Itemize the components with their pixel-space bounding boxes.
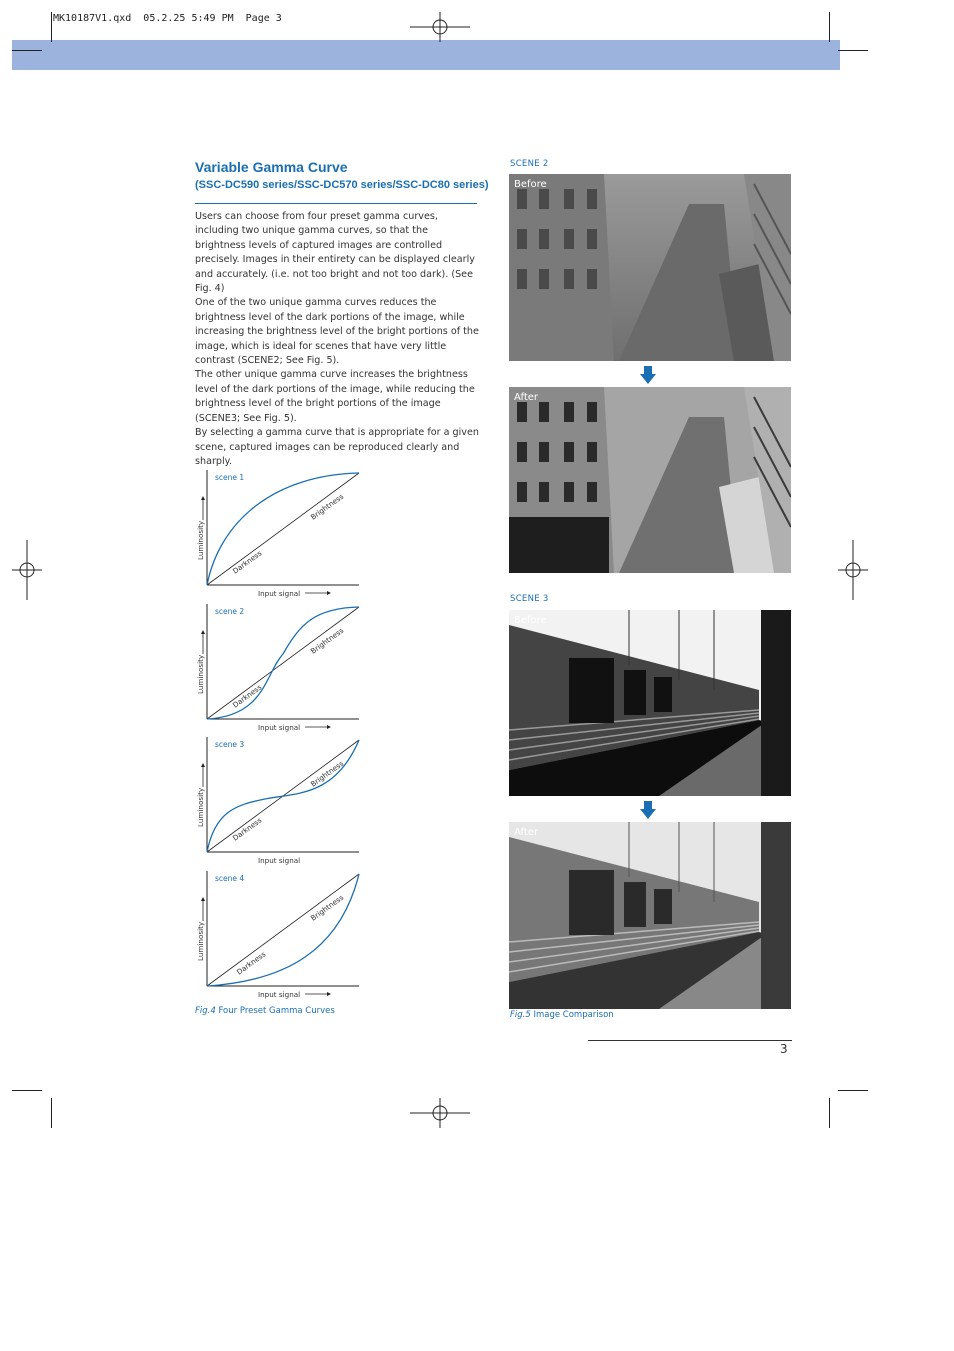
gamma-graph-scene-2 — [195, 604, 365, 734]
scene-3-after-photo — [509, 822, 791, 1009]
svg-text:Input signal: Input signal — [258, 723, 301, 732]
gamma-graph-scene-3 — [195, 737, 365, 867]
darkness-label: Darkness — [230, 548, 264, 576]
svg-text:Luminosity: Luminosity — [196, 787, 205, 827]
paragraph: One of the two unique gamma curves reduces the brightness level of the dark portions of the image, while increasing the brightness level of the bright portions of the image, which is ideal for scenes that have very little contrast (SCENE2; See Fig. 5). — [195, 297, 479, 367]
down-arrow-icon — [640, 801, 656, 819]
svg-text:Input signal: Input signal — [258, 990, 301, 999]
svg-text:Luminosity: Luminosity — [196, 654, 205, 694]
svg-text:Input signal: Input signal — [258, 856, 301, 865]
svg-text:Luminosity: Luminosity — [196, 921, 205, 961]
gamma-graph-scene-4 — [195, 871, 365, 1001]
article-subtitle: (SSC-DC590 series/SSC-DC570 series/SSC-DC80 series) — [195, 179, 489, 191]
brightness-label: Brightness — [308, 491, 346, 522]
x-axis-label: Input signal — [258, 589, 301, 598]
scene-2-after-photo — [509, 387, 791, 573]
scene-3-before-photo — [509, 610, 791, 796]
before-label: Before — [514, 615, 547, 626]
svg-text:scene 4: scene 4 — [215, 874, 245, 883]
svg-text:Darkness: Darkness — [230, 682, 264, 710]
svg-text:Brightness: Brightness — [308, 625, 346, 656]
paragraph: The other unique gamma curve increases the brightness level of the dark portions of the image, while reducing the brightness level of the bright portions of the image (SCENE3; See Fig. 5). — [195, 369, 475, 424]
scene-label: scene 1 — [215, 473, 245, 482]
svg-text:Brightness: Brightness — [308, 892, 346, 923]
paragraph: Users can choose from four preset gamma curves, including two unique gamma curves, so that the brightness levels of captured images are controlled precisely. Images in their entirety can be displayed clearly and accurately. (i.e. not too bright and not too dark). (See Fig. 4) — [195, 211, 475, 295]
y-axis-label: Luminosity — [196, 520, 205, 560]
svg-text:Brightness: Brightness — [308, 758, 346, 789]
fig4-caption: Fig.4 Four Preset Gamma Curves — [195, 1006, 335, 1016]
title-rule — [195, 203, 477, 204]
after-label: After — [514, 827, 539, 838]
body-text — [195, 210, 479, 469]
fig5-caption: Fig.5 Image Comparison — [510, 1010, 614, 1020]
svg-text:Darkness: Darkness — [230, 815, 264, 843]
before-label: Before — [514, 179, 547, 190]
svg-text:scene 2: scene 2 — [215, 607, 245, 616]
page-number: 3 — [780, 1042, 788, 1056]
svg-text:Darkness: Darkness — [234, 949, 268, 977]
article-title: Variable Gamma Curve — [195, 159, 348, 175]
file-slug: MK10187V1.qxd 05.2.25 5:49 PM Page 3 — [53, 13, 282, 24]
paragraph: By selecting a gamma curve that is appropriate for a given scene, captured images can be reproduced clearly and sharply. — [195, 427, 479, 467]
scene-3-label: SCENE 3 — [510, 594, 549, 604]
scene-2-label: SCENE 2 — [510, 159, 549, 169]
gamma-graph-scene-1 — [195, 470, 365, 600]
footer-rule — [588, 1040, 792, 1041]
down-arrow-icon — [640, 366, 656, 384]
scene-2-before-photo — [509, 174, 791, 361]
after-label: After — [514, 392, 539, 403]
svg-text:scene 3: scene 3 — [215, 740, 245, 749]
